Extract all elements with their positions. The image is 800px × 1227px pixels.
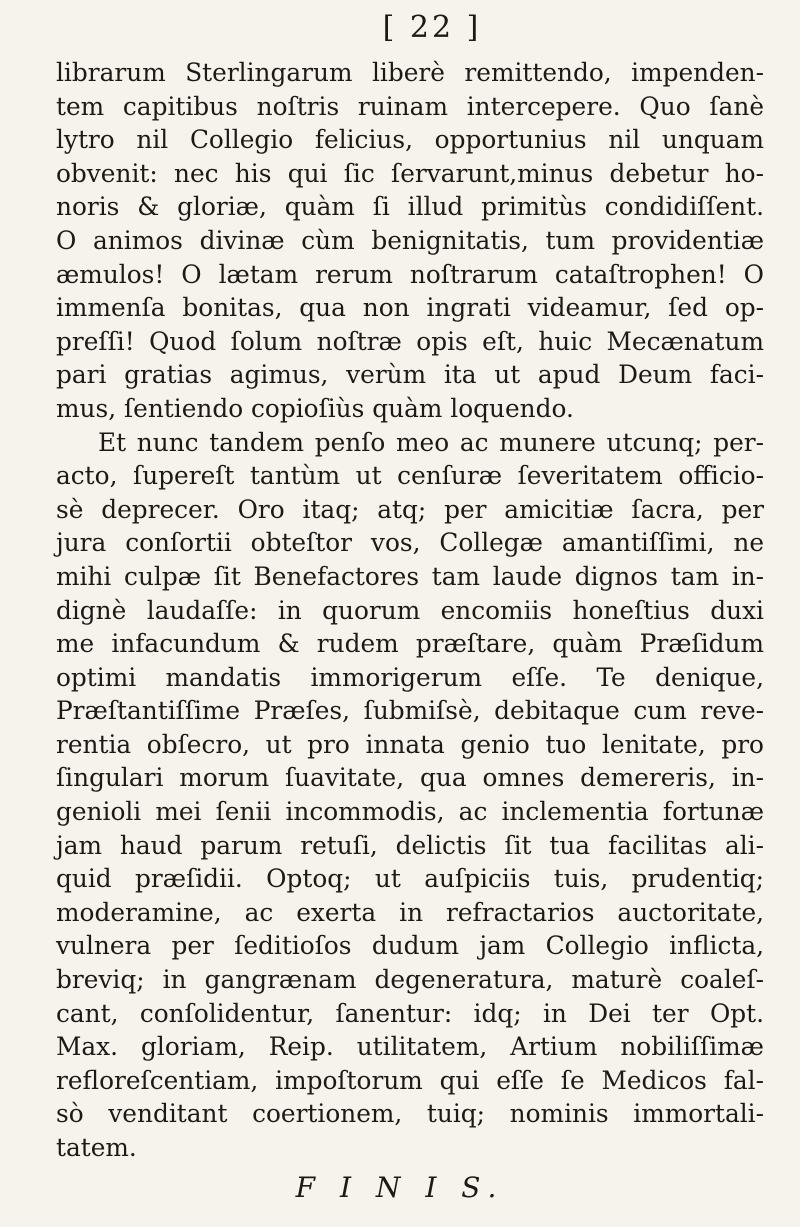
text-line: mus, ſentiendo copioſiùs quàm loquendo. <box>56 393 574 423</box>
text-line: ſingulari morum ſuavitate, qua omnes demereris, in- <box>56 763 764 793</box>
page-number: [ 22 ] <box>382 10 482 45</box>
text-line: dignè laudaſſe: in quorum encomiis honeſtius duxi <box>56 595 764 625</box>
text-line: cant, conſolidentur, ſanentur: idq; in Dei ter Opt. <box>56 998 764 1028</box>
text-line: Max. gloriam, Reip. utilitatem, Artium nobiliſſimæ <box>56 1032 764 1062</box>
text-line: jura conſortii obteſtor vos, Collegæ amantiſſimi, ne <box>56 528 764 558</box>
text-line: quid præſidii. Optoq; ut auſpiciis tuis, prudentiq; <box>56 864 764 894</box>
text-line: tem capitibus noſtris ruinam intercepere. Quo ſanè <box>56 91 764 121</box>
text-line: sè deprecer. Oro itaq; atq; per amicitiæ ſacra, per <box>56 494 764 524</box>
text-line: me infacundum & rudem præſtare, quàm Præſidum <box>56 629 764 659</box>
text-line: mihi culpæ ſit Benefactores tam laude dignos tam in- <box>56 561 764 591</box>
text-line: librarum Sterlingarum liberè remittendo, impenden- <box>56 58 764 87</box>
text-line: obvenit: nec his qui ſic ſervarunt,minus debetur ho- <box>56 158 764 188</box>
text-line: immenſa bonitas, qua non ingrati videamur, ſed op- <box>56 293 764 323</box>
text-line: noris & gloriæ, quàm ſi illud primitùs condidiſſent. <box>56 192 764 222</box>
text-line: Præſtantiſſime Præſes, ſubmiſsè, debitaque cum reve- <box>56 696 764 726</box>
text-line: O animos divinæ cùm benignitatis, tum providentiæ <box>56 225 764 255</box>
text-line: optimi mandatis immorigerum eſſe. Te denique, <box>56 662 764 692</box>
text-line: breviq; in gangrænam degeneratura, maturè coaleſ- <box>56 965 764 995</box>
text-line: preſſi! Quod ſolum noſtræ opis eſt, huic Mecænatum <box>56 326 764 356</box>
finis-heading: F I N I S. <box>295 1171 505 1204</box>
text-line: jam haud parum retuſi, delictis ſit tua facilitas ali- <box>56 830 764 860</box>
text-line: sò venditant coertionem, tuiq; nominis immortali- <box>56 1099 764 1129</box>
text-line: tatem. <box>56 1133 137 1162</box>
text-line: acto, ſupereſt tantùm ut cenſuræ ſeveritatem officio- <box>56 461 764 491</box>
text-line: Et nunc tandem penſo meo ac munere utcunq; per- <box>98 427 764 457</box>
text-line: lytro nil Collegio felicius, opportunius nil unquam <box>56 125 764 155</box>
text-line: rentia obſecro, ut pro innata genio tuo lenitate, pro <box>56 729 764 759</box>
text-line: vulnera per ſeditioſos dudum jam Collegio inflicta, <box>56 931 764 961</box>
text-line: æmulos! O lætam rerum noſtrarum cataſtrophen! O <box>56 259 764 289</box>
text-line: genioli mei ſenii incommodis, ac inclementia fortunæ <box>56 797 764 827</box>
body-text <box>56 56 764 1165</box>
text-line: moderamine, ac exerta in refractarios auctoritate, <box>56 897 764 927</box>
text-line: refloreſcentiam, impoſtorum qui eſſe ſe Medicos fal- <box>56 1065 764 1095</box>
text-line: pari gratias agimus, verùm ita ut apud Deum faci- <box>56 360 764 390</box>
